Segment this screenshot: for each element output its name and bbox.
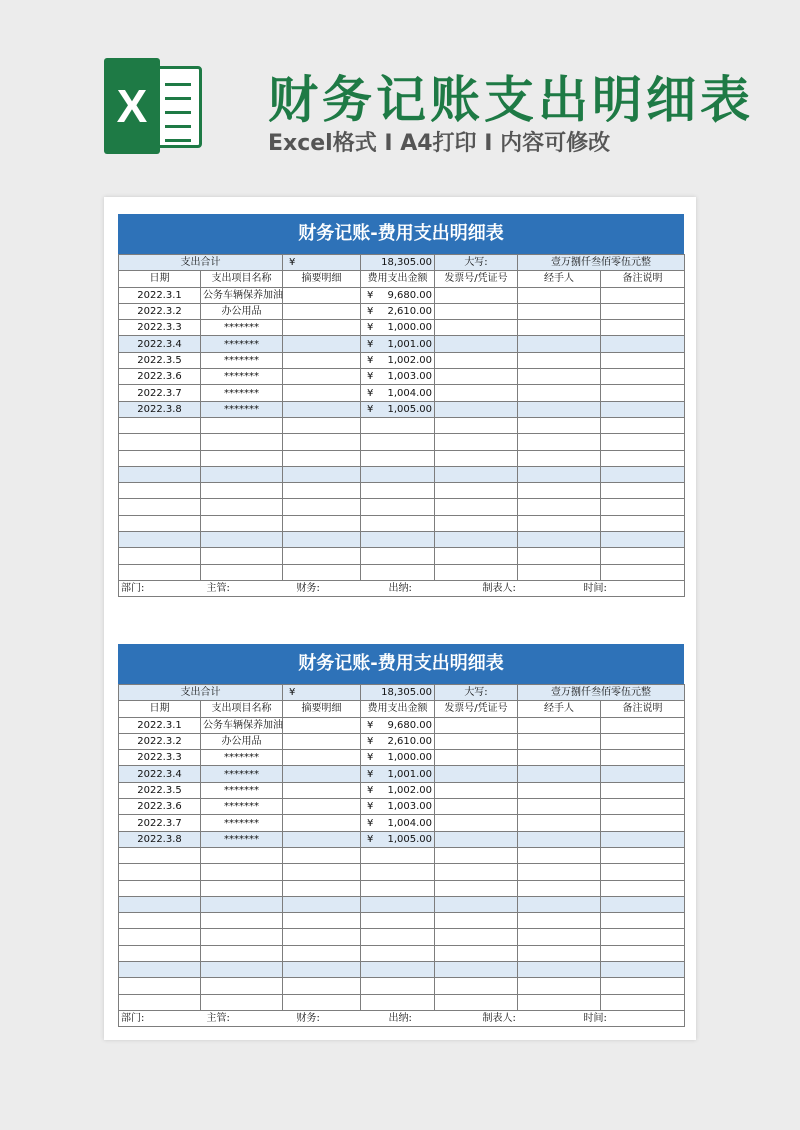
table-row (119, 303, 685, 319)
row-amount (361, 353, 434, 368)
row-amount-value: 1,003.00 (387, 371, 432, 383)
row-currency: ¥ (367, 322, 374, 334)
footer-finance: 财务: (283, 580, 361, 596)
row-date: 2022.3.7 (119, 385, 201, 401)
header-handler: 经手人 (518, 271, 601, 287)
row-item: ******* (201, 782, 283, 798)
row-amount-value: 1,004.00 (387, 387, 432, 399)
row-amount-value: 1,000.00 (387, 322, 432, 334)
footer-supervisor: 主管: (201, 1010, 283, 1026)
table-row (119, 450, 685, 466)
row-amount (361, 320, 434, 335)
row-amount-value: 1,002.00 (387, 784, 432, 796)
header-item: 支出项目名称 (201, 701, 283, 717)
footer-preparer: 制表人: (435, 580, 518, 596)
row-item: ******* (201, 320, 283, 336)
row-currency: ¥ (367, 289, 374, 301)
table-row (119, 880, 685, 896)
footer-finance: 财务: (283, 1010, 361, 1026)
row-currency: ¥ (367, 736, 374, 748)
caps-value: 壹万捌仟叁佰零伍元整 (518, 255, 685, 271)
row-amount-value: 1,003.00 (387, 801, 432, 813)
table-row (119, 515, 685, 531)
expense-sheet-1 (118, 214, 684, 597)
header-date: 日期 (119, 701, 201, 717)
footer-cashier: 出纳: (361, 1010, 435, 1026)
row-amount (361, 402, 434, 417)
table-row (119, 287, 685, 303)
row-amount (361, 767, 434, 782)
excel-x-mark: X (104, 58, 160, 154)
footer-cashier: 出纳: (361, 580, 435, 596)
summary-total: 18,305.00 (361, 255, 435, 271)
row-amount (361, 718, 434, 733)
row-date: 2022.3.5 (119, 352, 201, 368)
caps-label: 大写: (435, 255, 518, 271)
table-row (119, 864, 685, 880)
row-amount-value: 2,610.00 (387, 306, 432, 318)
row-amount (361, 337, 434, 352)
table-row (119, 799, 685, 815)
header-amount: 费用支出金额 (361, 701, 435, 717)
row-date: 2022.3.5 (119, 782, 201, 798)
footer-time: 时间: (518, 1010, 601, 1026)
caps-value: 壹万捌仟叁佰零伍元整 (518, 685, 685, 701)
table-row (119, 336, 685, 352)
summary-row (119, 255, 685, 271)
row-amount (361, 783, 434, 798)
row-item: ******* (201, 750, 283, 766)
row-item: ******* (201, 352, 283, 368)
row-amount (361, 816, 434, 831)
row-amount-value: 1,000.00 (387, 752, 432, 764)
table-row (119, 750, 685, 766)
table-row (119, 945, 685, 961)
header-summary: 摘要明细 (283, 271, 361, 287)
header-item: 支出项目名称 (201, 271, 283, 287)
table-row (119, 483, 685, 499)
row-currency: ¥ (367, 817, 374, 829)
excel-logo-icon (104, 58, 204, 154)
page-subtitle: Excel格式 I A4打印 I 内容可修改 (268, 131, 611, 156)
row-currency: ¥ (367, 719, 374, 731)
row-amount (361, 386, 434, 401)
table-row (119, 847, 685, 863)
row-item: ******* (201, 799, 283, 815)
row-date: 2022.3.8 (119, 401, 201, 417)
table-row (119, 831, 685, 847)
header-row (119, 701, 685, 717)
row-currency: ¥ (367, 801, 374, 813)
table-row (119, 532, 685, 548)
row-date: 2022.3.6 (119, 369, 201, 385)
footer-supervisor: 主管: (201, 580, 283, 596)
row-amount-value: 1,001.00 (387, 338, 432, 350)
footer-time: 时间: (518, 580, 601, 596)
row-amount-value: 2,610.00 (387, 736, 432, 748)
row-currency: ¥ (367, 387, 374, 399)
expense-sheet-2 (118, 644, 684, 1027)
table-row (119, 815, 685, 831)
row-item: ******* (201, 369, 283, 385)
table-row (119, 352, 685, 368)
table-row (119, 994, 685, 1010)
row-item: ******* (201, 815, 283, 831)
summary-label: 支出合计 (119, 255, 283, 271)
footer-row (119, 580, 685, 596)
row-amount (361, 734, 434, 749)
row-date: 2022.3.4 (119, 336, 201, 352)
footer-preparer: 制表人: (435, 1010, 518, 1026)
table-row (119, 733, 685, 749)
page-title: 财务记账支出明细表 (268, 71, 754, 129)
expense-table (118, 254, 685, 597)
row-date: 2022.3.1 (119, 287, 201, 303)
row-item: 公务车辆保养加油 (201, 287, 283, 303)
header-amount: 费用支出金额 (361, 271, 435, 287)
row-currency: ¥ (367, 833, 374, 845)
summary-label: 支出合计 (119, 685, 283, 701)
table-row (119, 401, 685, 417)
table-row (119, 385, 685, 401)
row-currency: ¥ (367, 354, 374, 366)
header-summary: 摘要明细 (283, 701, 361, 717)
row-currency: ¥ (367, 784, 374, 796)
summary-currency: ¥ (283, 685, 361, 701)
table-row (119, 548, 685, 564)
row-currency: ¥ (367, 306, 374, 318)
table-row (119, 417, 685, 433)
row-currency: ¥ (367, 371, 374, 383)
table-row (119, 466, 685, 482)
row-item: 办公用品 (201, 733, 283, 749)
row-date: 2022.3.3 (119, 320, 201, 336)
row-item: ******* (201, 401, 283, 417)
row-currency: ¥ (367, 403, 374, 415)
summary-total: 18,305.00 (361, 685, 435, 701)
row-amount (361, 369, 434, 384)
header-invoice: 发票号/凭证号 (435, 701, 518, 717)
table-row (119, 369, 685, 385)
row-currency: ¥ (367, 768, 374, 780)
header-row (119, 271, 685, 287)
table-row (119, 978, 685, 994)
header-remarks: 备注说明 (601, 271, 685, 287)
row-item: ******* (201, 385, 283, 401)
sheet-title: 财务记账-费用支出明细表 (118, 214, 684, 254)
table-row (119, 434, 685, 450)
header-date: 日期 (119, 271, 201, 287)
row-amount-value: 1,005.00 (387, 403, 432, 415)
sheet-title: 财务记账-费用支出明细表 (118, 644, 684, 684)
table-row (119, 929, 685, 945)
row-date: 2022.3.2 (119, 733, 201, 749)
table-row (119, 717, 685, 733)
footer-dept: 部门: (119, 580, 201, 596)
footer-row (119, 1010, 685, 1026)
table-row (119, 499, 685, 515)
row-date: 2022.3.6 (119, 799, 201, 815)
row-amount-value: 1,002.00 (387, 354, 432, 366)
table-row (119, 564, 685, 580)
row-amount-value: 1,001.00 (387, 768, 432, 780)
row-amount-value: 9,680.00 (387, 289, 432, 301)
table-row (119, 896, 685, 912)
row-amount (361, 750, 434, 765)
row-date: 2022.3.1 (119, 717, 201, 733)
table-row (119, 320, 685, 336)
row-amount (361, 799, 434, 814)
banner (0, 0, 800, 195)
table-row (119, 962, 685, 978)
row-currency: ¥ (367, 338, 374, 350)
row-item: 办公用品 (201, 303, 283, 319)
row-amount-value: 1,004.00 (387, 817, 432, 829)
table-row (119, 766, 685, 782)
row-amount (361, 288, 434, 303)
table-row (119, 782, 685, 798)
row-date: 2022.3.2 (119, 303, 201, 319)
summary-currency: ¥ (283, 255, 361, 271)
header-invoice: 发票号/凭证号 (435, 271, 518, 287)
summary-row (119, 685, 685, 701)
row-date: 2022.3.7 (119, 815, 201, 831)
row-amount-value: 9,680.00 (387, 719, 432, 731)
row-item: 公务车辆保养加油 (201, 717, 283, 733)
row-amount (361, 304, 434, 319)
header-remarks: 备注说明 (601, 701, 685, 717)
row-currency: ¥ (367, 752, 374, 764)
header-handler: 经手人 (518, 701, 601, 717)
row-item: ******* (201, 766, 283, 782)
paper-sheet (104, 197, 696, 1040)
expense-table (118, 684, 685, 1027)
row-date: 2022.3.4 (119, 766, 201, 782)
row-date: 2022.3.3 (119, 750, 201, 766)
footer-dept: 部门: (119, 1010, 201, 1026)
row-item: ******* (201, 831, 283, 847)
row-amount (361, 832, 434, 847)
caps-label: 大写: (435, 685, 518, 701)
row-date: 2022.3.8 (119, 831, 201, 847)
table-row (119, 913, 685, 929)
row-amount-value: 1,005.00 (387, 833, 432, 845)
row-item: ******* (201, 336, 283, 352)
